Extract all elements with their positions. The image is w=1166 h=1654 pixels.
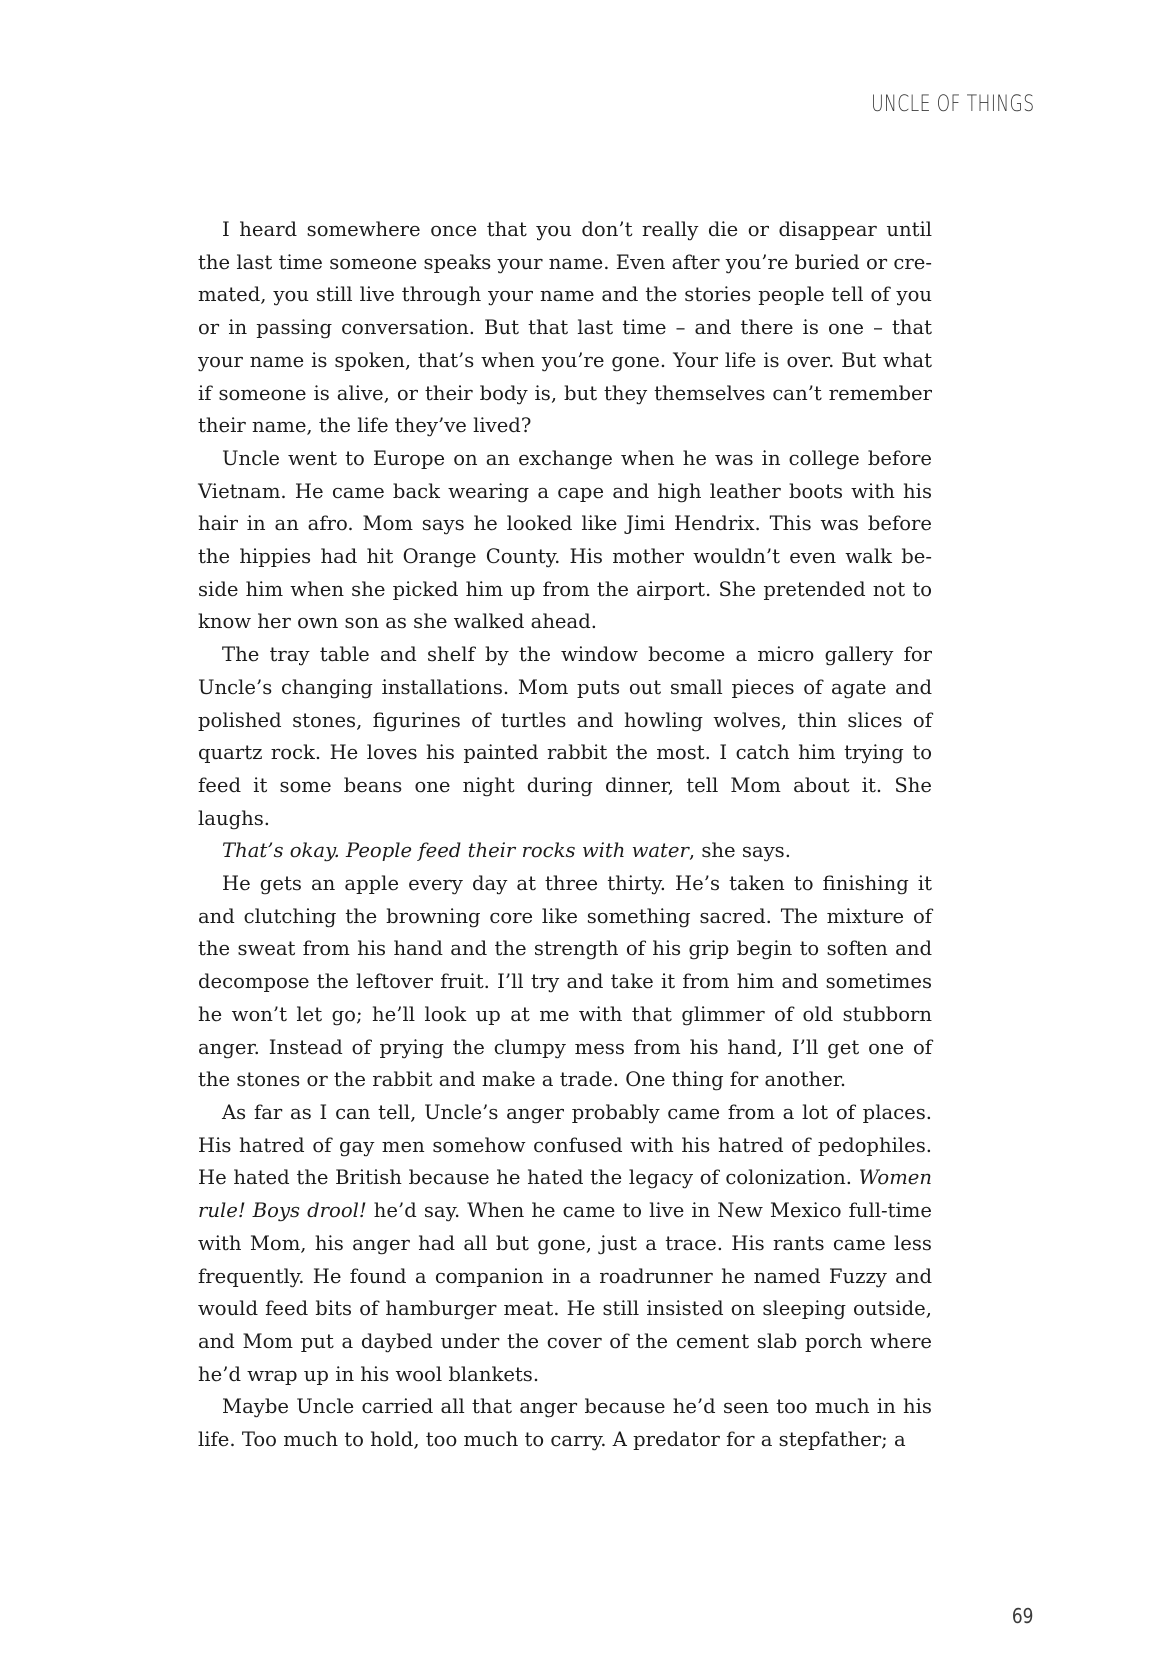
text-run: The tray table and shelf by the window become a micro gallery for Uncle’s changing installations. Mom puts out small pieces of agate and polished stones, figurines of turtles and howling wolves, thin slices of quartz rock. He loves his painted rabbit the most. I catch him trying to feed it some beans one night during dinner, tell Mom about it. She laughs. xyxy=(198,643,932,830)
running-head: UNCLE OF THINGS xyxy=(870,92,1034,117)
paragraph-6 xyxy=(198,1097,932,1391)
body-text xyxy=(198,214,932,1457)
text-run: He gets an apple every day at three thirty. He’s taken to finishing it and clutching the browning core like something sacred. The mixture of the sweat from his hand and the strength of his grip begin to soften and decompose the leftover fruit. I’ll try and take it from him and sometimes he won’t let go; he’ll look up at me with that glimmer of old stubborn anger. Instead of prying the clumpy mess from his hand, I’ll get one of the stones or the rabbit and make a trade. One thing for another. xyxy=(198,872,932,1092)
text-run: Uncle went to Europe on an exchange when he was in college before Vietnam. He came back wearing a cape and high leather boots with his hair in an afro. Mom says he looked like Jimi Hendrix. This was before the hippies had hit Orange County. His mother wouldn’t even walk beside him when she picked him up from the airport. She pretended not to know her own son as she walked ahead. xyxy=(198,446,932,634)
italic-text: Women rule! Boys drool! xyxy=(198,1166,932,1223)
page-number: 69 xyxy=(1011,1604,1033,1628)
text-run: Maybe Uncle carried all that anger because he’d seen too much in his life. Too much to hold, too much to carry. A predator for a stepfather; a xyxy=(198,1395,932,1452)
text-run: , she says. xyxy=(688,839,791,863)
italic-text: That’s okay. People feed their rocks with water xyxy=(222,839,689,863)
paragraph-4-dialogue xyxy=(198,835,932,868)
paragraph-5 xyxy=(198,868,932,1097)
text-run: I heard somewhere once that you don’t really die or disappear until the last time someone speaks your name. Even after you’re buried or cremated, you still live through your name and the stories people tell of you or in passing conversation. But that last time – and there is one – that your name is spoken, that’s when you’re gone. Your life is over. But what if someone is alive, or their body is, but they themselves can’t remember their name, the life they’ve lived? xyxy=(198,218,932,438)
paragraph-2 xyxy=(198,443,932,639)
text-run: As far as I can tell, Uncle’s anger probably came from a lot of places. His hatred of gay men somehow confused with his hatred of pedophiles. He hated the British because he hated the legacy of colonization. xyxy=(198,1100,932,1190)
paragraph-7 xyxy=(198,1391,932,1456)
paragraph-3 xyxy=(198,639,932,835)
paragraph-1 xyxy=(198,214,932,443)
text-run: he’d say. When he came to live in New Mexico full-time with Mom, his anger had all but gone, just a trace. His rants came less frequently. He found a companion in a roadrunner he named Fuzzy and would feed bits of hamburger meat. He still insisted on sleeping outside, and Mom put a daybed under the cover of the cement slab porch where he’d wrap up in his wool blankets. xyxy=(198,1199,932,1386)
